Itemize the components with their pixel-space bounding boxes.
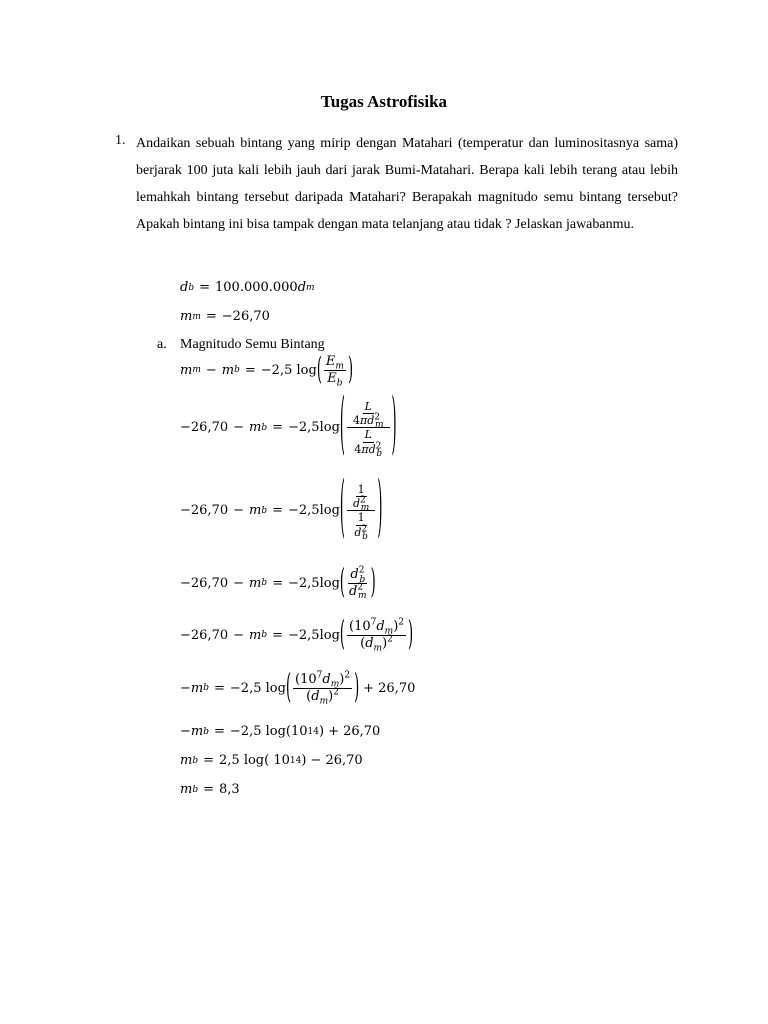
equation-step-2: −26,70 − m b = −2,5 log ( $\frac{\frac{L}{4\pi d^2_m}}{\frac{L}{4\pi d^2_b}}$ ) (180, 388, 397, 467)
equation-step-1: m m − m b = −2,5 log ( $\frac{E_m}{E_b}$ ) (180, 352, 354, 389)
equation-result: m b = 8,3 (180, 782, 240, 797)
equation-step-5: −26,70 − m b = −2,5 log ( $\frac{(10^7d_m)^2}{(d_m)^2}$ ) (180, 615, 414, 655)
distance-value: 100.000.000 (215, 280, 298, 295)
part-a-letter: a. (157, 337, 167, 352)
equation-distance: d b = 100.000.000 d m (180, 280, 315, 295)
sun-magnitude-value: −26,70 (221, 309, 270, 324)
equation-step-4: −26,70 − m b = −2,5 log ( $\frac{d^2_b}{d^2_m}$ ) (180, 563, 376, 603)
equation-sun-magnitude: m m = −26,70 (180, 309, 270, 324)
question-number: 1. (115, 133, 126, 148)
equation-step-6: − m b = −2,5 log ( $\frac{(10^7d_m)^2}{(d_m)^2}$ ) + 26,70 (180, 668, 416, 708)
result-value: 8,3 (219, 782, 240, 797)
question-text: Andaikan sebuah bintang yang mirip dengan Matahari (temperatur dan luminositasnya sama) berjarak 100 juta kali lebih jauh dari jarak Bumi-Matahari. Berapa kali lebih terang atau lebih lemahkah bintang tersebut daripada Matahari? Berapakah magnitudo semu bintang tersebut? Apakah bintang ini bisa tampak dengan mata telanjang atau tidak ? Jelaskan jawabanmu. (136, 136, 678, 232)
part-a-label: Magnitudo Semu Bintang (180, 337, 325, 352)
document-title: Tugas Astrofisika (320, 92, 448, 111)
equation-step-8: m b = 2,5 log( 10 14 ) − 26,70 (180, 753, 363, 768)
equation-step-3: −26,70 − m b = −2,5 log ( $\frac{\frac{1}{d^2_m}}{\frac{1}{d^2_b}}$ ) (180, 471, 383, 550)
equation-step-7: − m b = −2,5 log( 10 14 ) + 26,70 (180, 724, 381, 739)
